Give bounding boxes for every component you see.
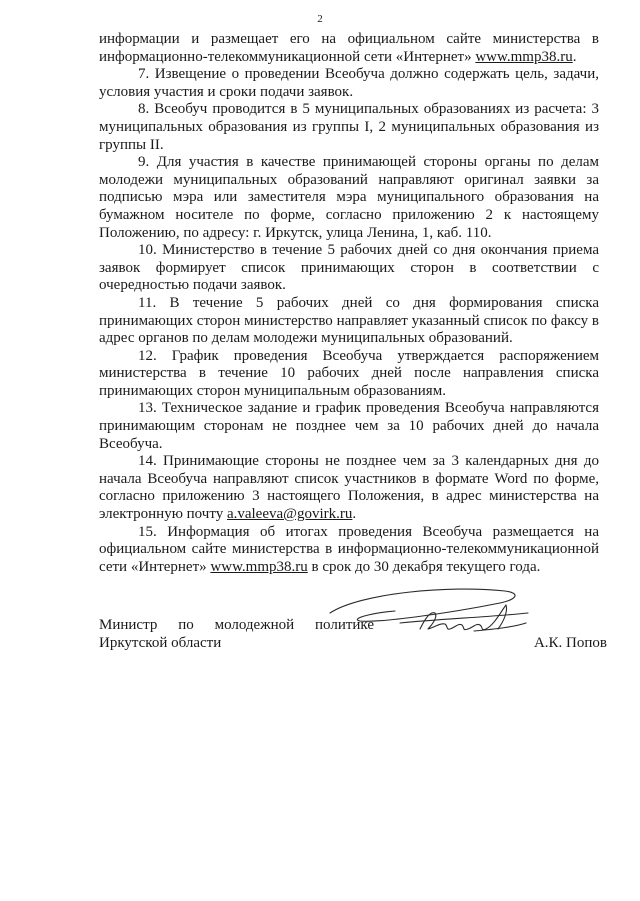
email-link[interactable]: a.valeeva@govirk.ru <box>226 506 353 523</box>
paragraph-9: 9. Для участия в качестве принимающей стороны органы по делам молодежи муниципальных образований направляют оригинал заявки за подписью мэра или заместителя мэра муниципального образования на бумажном носителе по форме, согласно приложению 2 к настоящему Положению, по адресу: г. Иркутск, улица Ленина, 1, каб. 110. <box>99 154 599 241</box>
title-word: молодежной <box>214 617 295 633</box>
title-word: Министр <box>99 617 158 633</box>
website-link[interactable]: www.mmp38.ru <box>475 48 573 65</box>
website-link[interactable]: www.mmp38.ru <box>210 558 308 575</box>
paragraph-12: 12. График проведения Всеобуча утверждается распоряжением министерства в течение 10 рабочих дней после направления списка принимающих сторон муниципальным образованиям. <box>99 347 599 399</box>
paragraph-14 <box>99 453 599 523</box>
paragraph-continuation <box>99 31 599 66</box>
paragraph-8: 8. Всеобуч проводится в 5 муниципальных образованиях из расчета: 3 муниципальных образования из группы I, 2 муниципальных образования из группы II. <box>99 101 599 153</box>
title-word: политике <box>315 617 374 633</box>
title-word: по <box>178 617 194 633</box>
paragraph-7: 7. Извещение о проведении Всеобуча должно содержать цель, задачи, условия участия и сроки подачи заявок. <box>99 66 599 100</box>
signatory-title <box>99 617 374 635</box>
signatory-name: А.К. Попов <box>533 634 607 651</box>
page-number: 2 <box>317 13 323 25</box>
paragraph-11: 11. В течение 5 рабочих дней со дня формирования списка принимающих сторон министерство направляет указанный список по факсу в адрес органов по делам молодежи муниципальных образований. <box>99 294 599 347</box>
paragraph-text: в срок до 30 декабря текущего года. <box>307 558 541 575</box>
paragraph-13: 13. Техническое задание и график проведения Всеобуча направляются принимающим сторонам не позднее чем за 10 рабочих дней до начала Всеобуча. <box>99 400 599 452</box>
paragraph-15 <box>99 524 599 577</box>
paragraph-text: информации и размещает его на официальном сайте министерства в информационно-телекоммуникационной сети «Интернет» <box>99 31 599 65</box>
paragraph-10: 10. Министерство в течение 5 рабочих дней со дня окончания приема заявок формирует список принимающих сторон в соответствии с очередностью подачи заявок. <box>99 242 599 294</box>
signature-block <box>99 617 607 652</box>
signatory-line <box>99 635 607 653</box>
document-body <box>99 31 599 576</box>
paragraph-text: . <box>572 48 577 65</box>
paragraph-text: . <box>352 506 357 523</box>
paragraph-text: 15. Информация об итогах проведения Всеобуча размещается на официальном сайте министерства в информационно-телекоммуникационной сети «Интернет» <box>99 523 599 575</box>
signatory-region: Иркутской области <box>99 634 222 651</box>
paragraph-text: 14. Принимающие стороны не позднее чем за 3 календарных дня до начала Всеобуча направляют список участников в формате Word по форме, согласно приложению 3 настоящего Положения, в адрес министерства на электронную почту <box>99 453 599 523</box>
